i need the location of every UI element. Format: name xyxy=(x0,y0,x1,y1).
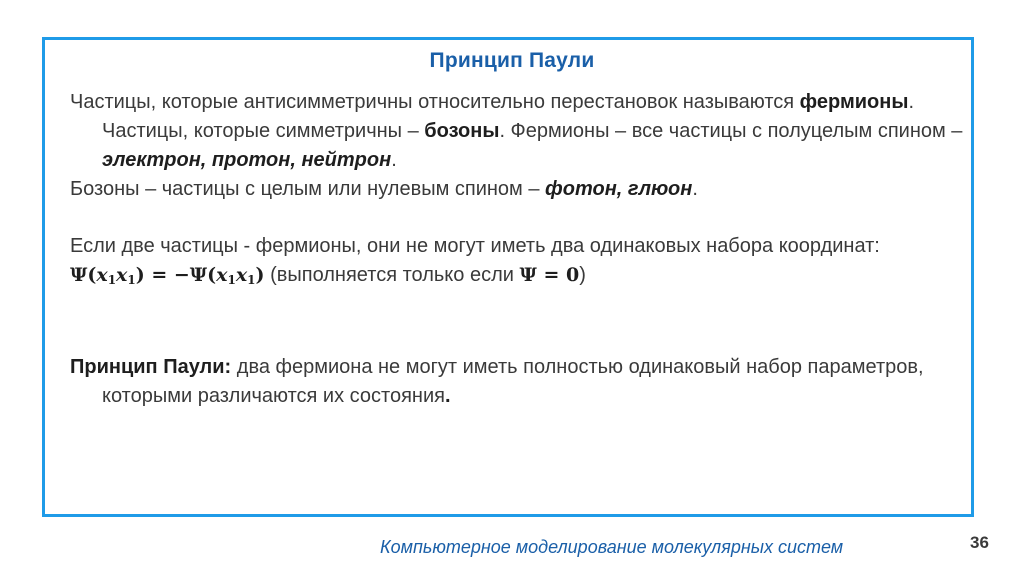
p1-text-4: . xyxy=(391,149,397,171)
boson-examples: фотон, глюон xyxy=(545,178,693,200)
p1-text-1: Частицы, которые антисимметричны относительно перестановок называются xyxy=(70,91,800,113)
p2-text-2: . xyxy=(692,178,698,200)
p4-text-1: два фермиона не могут иметь полностью одинаковый набор параметров, которыми различаются их состояния xyxy=(102,356,924,407)
equation-end: ) xyxy=(579,264,586,286)
paragraph-coordinates xyxy=(70,232,970,261)
spacer xyxy=(70,204,970,232)
equation-condition-text: (выполняется только если xyxy=(264,264,520,286)
footer-course-title: Компьютерное моделирование молекулярных систем xyxy=(380,537,844,557)
paragraph-bosons xyxy=(70,175,970,204)
spacer xyxy=(70,295,970,353)
slide-title: Принцип Паули xyxy=(429,49,595,72)
term-fermions: фермионы xyxy=(799,91,909,113)
p1-text-3: . Фермионы – все частицы с полуцелым спином – xyxy=(499,120,963,142)
paragraph-fermions xyxy=(70,88,970,175)
slide-content xyxy=(70,88,970,411)
term-bosons: бозоны xyxy=(424,120,500,142)
p3-text-1: Если две частицы - фермионы, они не могут иметь два одинаковых набора координат: xyxy=(70,235,880,257)
equation-condition: Ψ = 0 xyxy=(519,264,580,286)
p4-period: . xyxy=(444,385,451,407)
pauli-principle-label: Принцип Паули: xyxy=(70,356,232,378)
page-number: 36 xyxy=(970,533,989,552)
fermion-examples: электрон, протон, нейтрон xyxy=(102,149,392,171)
equation-lhs: $\Psi(x_1x_1) = -\Psi(x_1x_1)$ xyxy=(70,264,265,287)
paragraph-pauli-principle xyxy=(70,353,970,411)
p2-text-1: Бозоны – частицы с целым или нулевым спином – xyxy=(70,178,546,200)
equation-line xyxy=(70,261,970,295)
p1-text-2: . Частицы, которые симметричны – xyxy=(102,91,914,142)
